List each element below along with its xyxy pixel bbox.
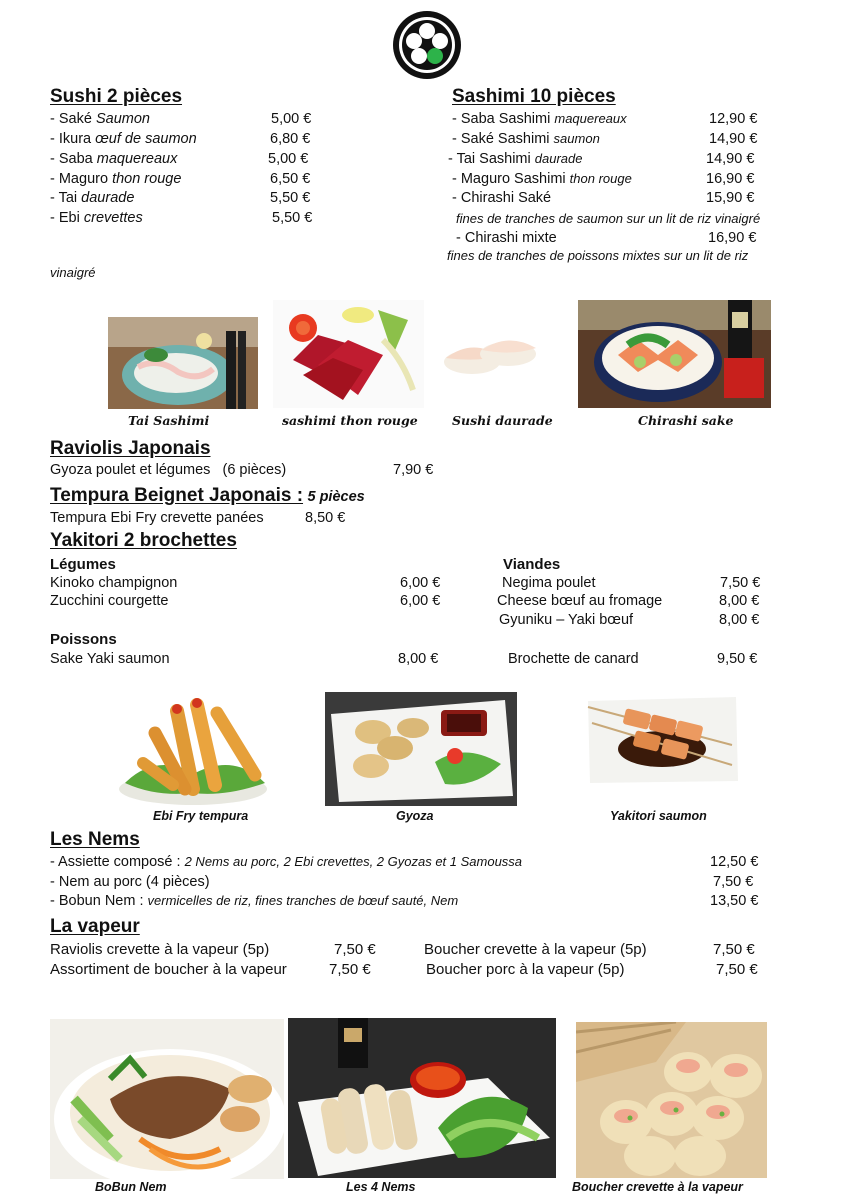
- item-name: - Maguro Sashimi: [452, 171, 566, 187]
- item-price: 6,00 €: [400, 593, 441, 609]
- item-price: 7,90 €: [393, 462, 434, 478]
- item-price: 16,90 €: [708, 230, 757, 246]
- photo-boucher-crevette-vapeur: [576, 1022, 767, 1178]
- item-name: - Saké Sashimi: [452, 131, 550, 147]
- photo-sushi-daurade: [438, 328, 540, 382]
- photo-chirashi-sake: [578, 300, 771, 408]
- item-price: 5,50 €: [270, 190, 311, 206]
- item-name: - Chirashi Saké: [452, 190, 552, 206]
- item-name: - Ebi: [50, 210, 80, 226]
- menu-item: [50, 190, 134, 206]
- menu-item: [50, 210, 143, 226]
- item-name: - Chirashi mixte: [456, 230, 557, 246]
- item-desc: daurade: [534, 151, 583, 166]
- item-name: - Ikura: [50, 131, 92, 147]
- viandes-subtitle: Viandes: [503, 556, 561, 573]
- item-note: fines de tranches de poissons mixtes sur un lit de riz: [447, 248, 749, 263]
- photo-caption: Yakitori saumon: [610, 809, 707, 823]
- menu-item: Assortiment de boucher à la vapeur: [50, 961, 287, 978]
- sashimi-section-title: Sashimi 10 pièces: [452, 86, 616, 107]
- item-price: 8,00 €: [398, 651, 439, 667]
- menu-item: [50, 171, 181, 187]
- raviolis-section-title: Raviolis Japonais: [50, 438, 211, 459]
- item-desc: thon rouge: [569, 171, 632, 186]
- item-desc: daurade: [81, 190, 135, 206]
- photo-tai-sashimi: [108, 317, 258, 409]
- item-name: - Saké: [50, 111, 92, 127]
- photo-sashimi-thon-rouge: [273, 300, 424, 408]
- photo-caption: Les 4 Nems: [346, 1180, 416, 1194]
- menu-item: [50, 462, 286, 478]
- item-price: 7,50 €: [713, 941, 755, 958]
- item-note-continued: vinaigré: [50, 265, 96, 280]
- photo-caption: BoBun Nem: [95, 1180, 167, 1194]
- item-price: 5,50 €: [272, 210, 313, 226]
- photo-yakitori-saumon: [582, 693, 742, 785]
- item-price: 16,90 €: [706, 171, 755, 187]
- item-name: - Bobun Nem :: [50, 893, 144, 909]
- menu-item: Zucchini courgette: [50, 593, 169, 609]
- item-desc: vermicelles de riz, fines tranches de bœuf sauté, Nem: [147, 893, 459, 908]
- photo-caption: Ebi Fry tempura: [153, 809, 249, 823]
- photo-caption: Sushi daurade: [452, 413, 553, 428]
- menu-item: Brochette de canard: [508, 651, 639, 667]
- item-price: 7,50 €: [720, 575, 761, 591]
- menu-item: Raviolis crevette à la vapeur (5p): [50, 941, 270, 958]
- photo-ebi-fry-tempura: [115, 693, 270, 807]
- menu-item: [50, 131, 197, 147]
- item-price: 12,90 €: [709, 111, 758, 127]
- item-name: - Tai Sashimi: [448, 151, 531, 167]
- menu-item: [452, 111, 627, 127]
- item-price: 6,80 €: [270, 131, 311, 147]
- item-desc: Saumon: [95, 111, 150, 127]
- item-price: 14,90 €: [709, 131, 758, 147]
- restaurant-logo: [392, 10, 462, 80]
- item-name: - Tai: [50, 190, 78, 206]
- menu-item: Gyuniku – Yaki bœuf: [499, 612, 634, 628]
- item-price: 13,50 €: [710, 893, 759, 909]
- item-price: 15,90 €: [706, 190, 755, 206]
- tempura-subtitle: 5 pièces: [307, 489, 365, 505]
- photo-caption: sashimi thon rouge: [282, 413, 418, 428]
- photo-caption: Boucher crevette à la vapeur: [572, 1180, 743, 1194]
- item-desc: 2 Nems au porc, 2 Ebi crevettes, 2 Gyozas et 1 Samoussa: [184, 854, 523, 869]
- item-name: - Assiette composé :: [50, 854, 181, 870]
- menu-item: Kinoko champignon: [50, 575, 178, 591]
- tempura-title: Tempura Beignet Japonais :: [50, 485, 304, 506]
- menu-item: Negima poulet: [502, 575, 596, 591]
- item-price: 14,90 €: [706, 151, 755, 167]
- menu-item: [452, 171, 632, 187]
- photo-caption: Tai Sashimi: [128, 413, 210, 428]
- menu-item: Boucher crevette à la vapeur (5p): [424, 941, 647, 958]
- menu-item: [50, 854, 522, 870]
- item-desc: thon rouge: [112, 171, 182, 187]
- menu-item: [452, 190, 551, 206]
- item-price: 12,50 €: [710, 854, 759, 870]
- menu-item: [50, 151, 177, 167]
- menu-item: [448, 151, 582, 167]
- menu-item: [50, 111, 150, 127]
- item-price: 8,00 €: [719, 612, 760, 628]
- menu-item: Tempura Ebi Fry crevette panées: [50, 510, 264, 526]
- menu-item: - Nem au porc (4 pièces): [50, 874, 210, 890]
- vapeur-section-title: La vapeur: [50, 916, 140, 937]
- menu-item: Sake Yaki saumon: [50, 651, 170, 667]
- item-desc: maquereaux: [554, 111, 627, 126]
- photo-caption: Gyoza: [396, 809, 434, 823]
- sushi-section-title: Sushi 2 pièces: [50, 86, 183, 107]
- menu-item: [50, 893, 458, 909]
- item-quantity: (6 pièces): [222, 462, 287, 478]
- item-price: 5,00 €: [271, 111, 312, 127]
- item-name: - Maguro: [50, 171, 109, 187]
- menu-item: [452, 131, 600, 147]
- menu-item: [456, 230, 557, 246]
- item-price: 7,50 €: [329, 961, 371, 978]
- menu-item: Boucher porc à la vapeur (5p): [426, 961, 625, 978]
- item-price: 9,50 €: [717, 651, 758, 667]
- photo-gyoza: [325, 692, 517, 806]
- item-price: 8,00 €: [719, 593, 760, 609]
- item-desc: maquereaux: [96, 151, 178, 167]
- item-price: 5,00 €: [268, 151, 309, 167]
- photo-caption: Chirashi sake: [638, 413, 734, 428]
- item-price: 7,50 €: [716, 961, 758, 978]
- item-name: - Saba Sashimi: [452, 111, 551, 127]
- tempura-section-title: [50, 485, 365, 507]
- item-name: - Saba: [50, 151, 93, 167]
- item-name: Gyoza poulet et légumes: [50, 462, 211, 478]
- item-desc: œuf de saumon: [95, 131, 197, 147]
- legumes-subtitle: Légumes: [50, 556, 116, 573]
- item-desc: saumon: [553, 131, 600, 146]
- item-price: 7,50 €: [713, 874, 754, 890]
- item-desc: crevettes: [83, 210, 143, 226]
- poissons-subtitle: Poissons: [50, 631, 117, 648]
- yakitori-section-title: Yakitori 2 brochettes: [50, 530, 237, 551]
- photo-les-4-nems: [288, 1018, 556, 1178]
- menu-item: Cheese bœuf au fromage: [497, 593, 663, 609]
- item-note: fines de tranches de saumon sur un lit de riz vinaigré: [456, 211, 761, 226]
- item-price: 6,00 €: [400, 575, 441, 591]
- item-price: 8,50 €: [305, 510, 346, 526]
- nems-section-title: Les Nems: [50, 829, 140, 850]
- photo-bobun-nem: [50, 1019, 284, 1179]
- item-price: 6,50 €: [270, 171, 311, 187]
- item-price: 7,50 €: [334, 941, 376, 958]
